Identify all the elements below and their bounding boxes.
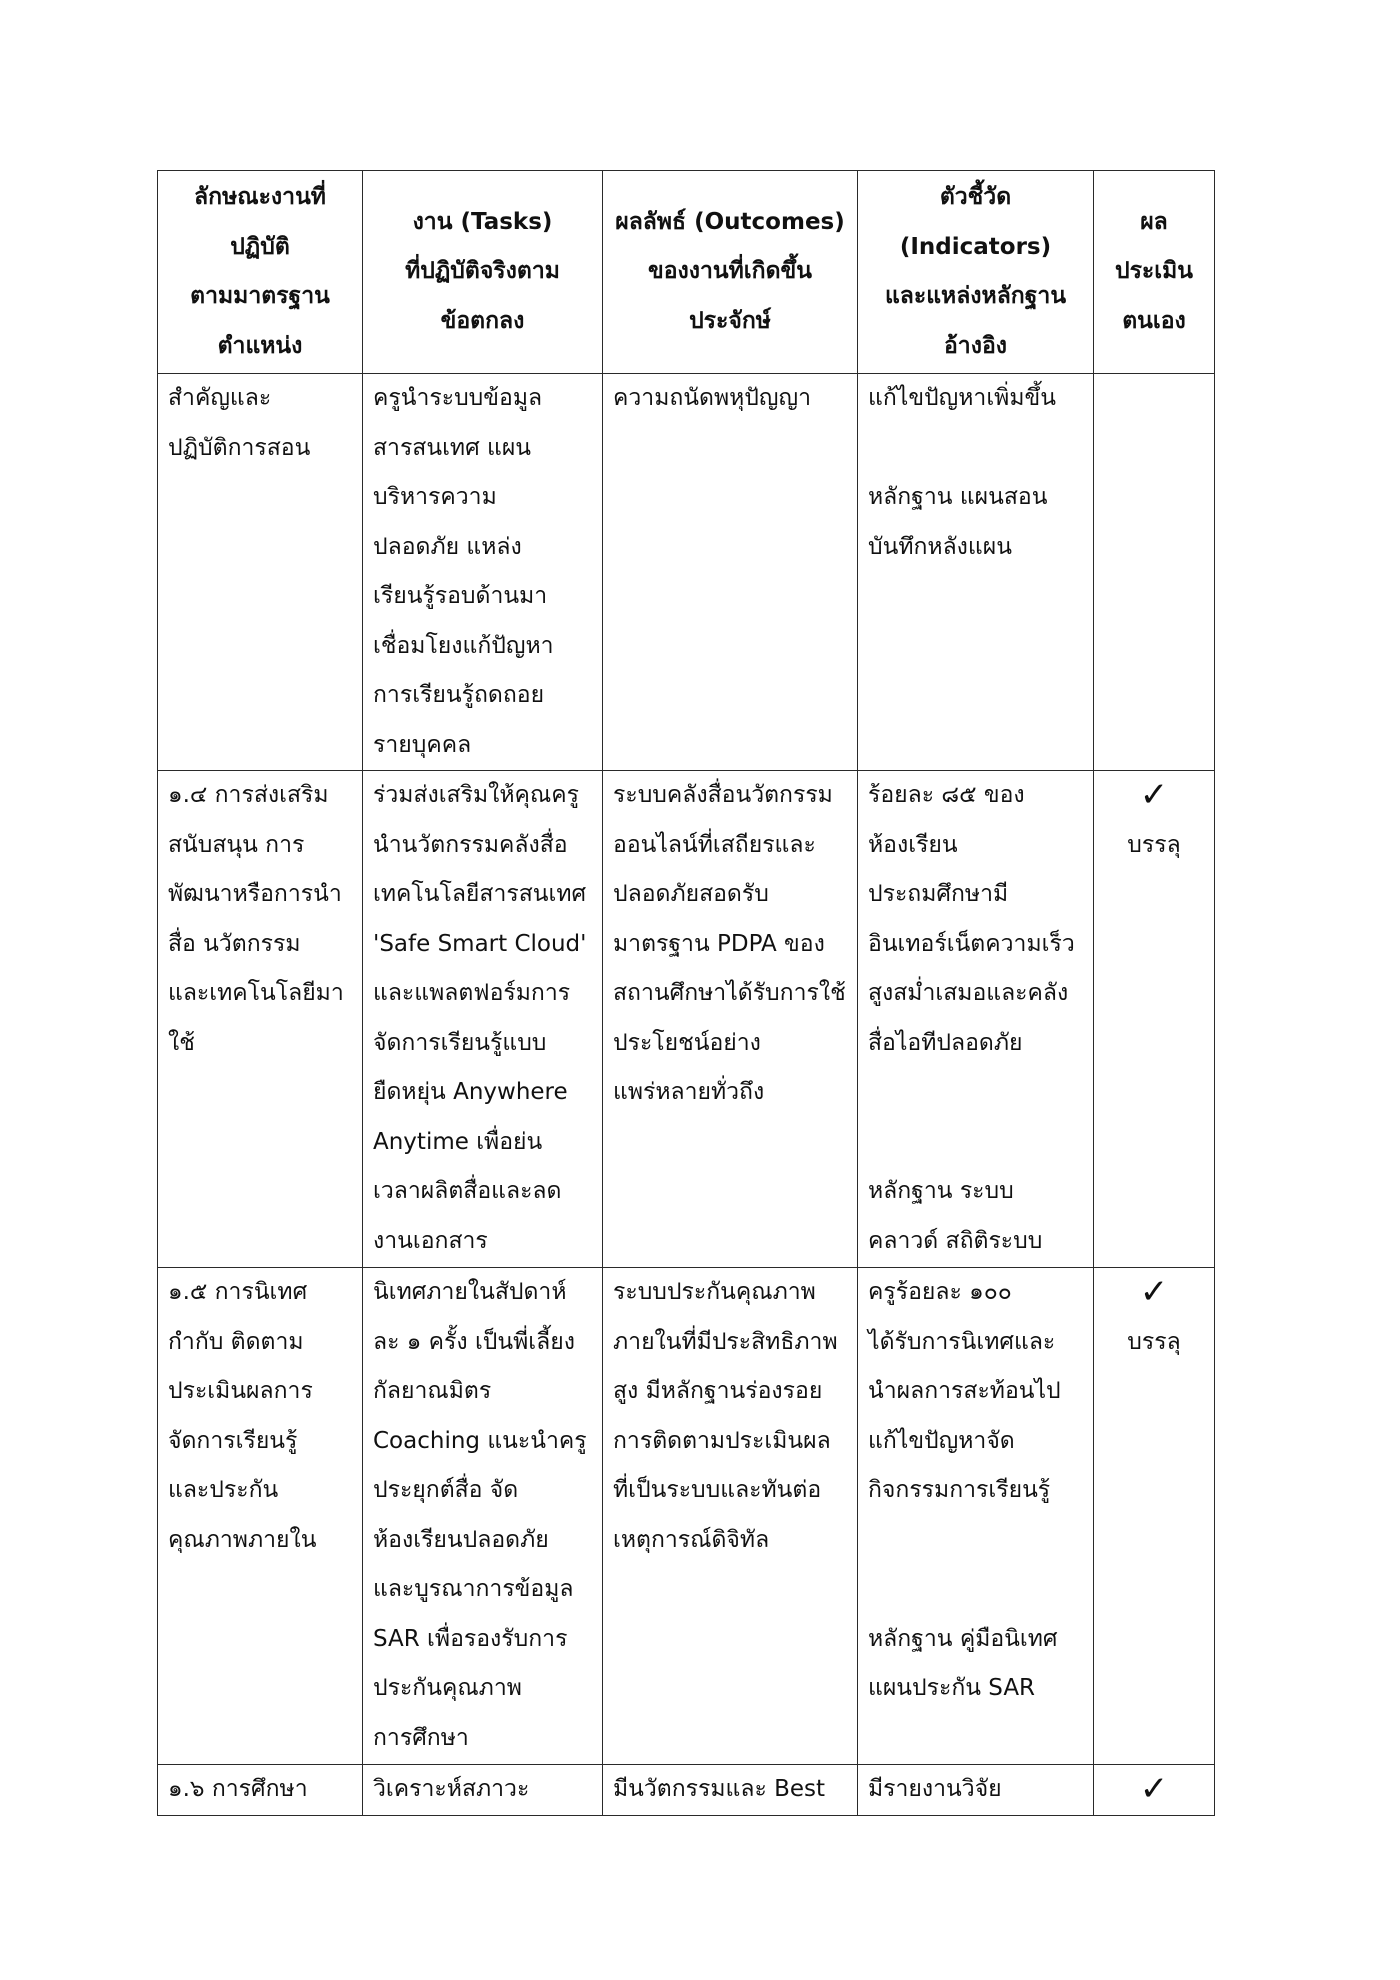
header-characteristic: ลักษณะงานที่ ปฏิบัติ ตามมาตรฐาน ตำแหน่ง <box>158 171 363 374</box>
task-line: สารสนเทศ แผน <box>373 434 532 461</box>
checkmark-icon: ✓ <box>1139 775 1169 815</box>
indicators-cell <box>858 374 1094 771</box>
characteristic-line: กำกับ ติดตาม <box>168 1328 304 1355</box>
task-line: กัลยาณมิตร <box>373 1378 492 1404</box>
outcomes-cell <box>603 374 858 771</box>
characteristic-line: สนับสนุน การ <box>168 831 305 858</box>
characteristic-line: ๑.๖ การศึกษา <box>168 1776 308 1802</box>
characteristic-line: ใช้ <box>168 1029 195 1056</box>
characteristic-line: จัดการเรียนรู้ <box>168 1427 298 1454</box>
indicator-line: ประถมศึกษามี <box>868 881 1009 907</box>
table-row <box>158 771 1215 1268</box>
task-line: ยืดหยุ่น Anywhere <box>373 1079 568 1105</box>
task-line: และแพลตฟอร์มการ <box>373 980 571 1006</box>
characteristic-line: สำคัญและ <box>168 385 272 411</box>
indicator-line: ร้อยละ ๘๕ ของ <box>868 782 1025 808</box>
evidence-line: หลักฐาน ระบบ <box>868 1178 1014 1204</box>
result-label: บรรลุ <box>1127 1328 1181 1355</box>
task-line: ครูนำระบบข้อมูล <box>373 385 543 411</box>
characteristic-cell <box>158 1765 363 1816</box>
self-evaluation-cell <box>1094 771 1215 1268</box>
characteristic-line: และเทคโนโลยีมา <box>168 980 344 1006</box>
outcome-line: ปลอดภัยสอดรับ <box>613 881 769 907</box>
outcomes-cell <box>603 771 858 1268</box>
task-line: SAR เพื่อรองรับการ <box>373 1625 568 1652</box>
characteristic-cell <box>158 771 363 1268</box>
indicator-line: สูงสม่ำเสมอและคลัง <box>868 980 1069 1006</box>
performance-agreement-table <box>157 170 1215 1816</box>
self-evaluation-cell <box>1094 374 1215 771</box>
characteristic-line: คุณภาพภายใน <box>168 1526 317 1553</box>
table-row <box>158 374 1215 771</box>
evidence-line: แผนประกัน SAR <box>868 1675 1036 1701</box>
outcome-line: การติดตามประเมินผล <box>613 1427 831 1454</box>
task-line: 'Safe Smart Cloud' <box>373 930 587 957</box>
task-line: ละ ๑ ครั้ง เป็นพี่เลี้ยง <box>373 1328 575 1355</box>
task-line: Anytime เพื่อย่น <box>373 1128 543 1155</box>
characteristic-line: ปฏิบัติการสอน <box>168 434 311 461</box>
table-row <box>158 1765 1215 1816</box>
task-line: รายบุคคล <box>373 731 472 758</box>
indicator-gap <box>868 1516 1083 1566</box>
indicators-cell <box>858 771 1094 1268</box>
indicator-line: สื่อไอทีปลอดภัย <box>868 1029 1023 1056</box>
task-line: เชื่อมโยงแก้ปัญหา <box>373 632 554 659</box>
task-line: และบูรณาการข้อมูล <box>373 1576 574 1602</box>
indicator-gap <box>868 1068 1083 1118</box>
indicator-gap <box>868 424 1083 474</box>
header-tasks: งาน (Tasks) ที่ปฏิบัติจริงตาม ข้อตกลง <box>363 171 603 374</box>
task-line: ประกันคุณภาพ <box>373 1675 522 1701</box>
task-line: ปลอดภัย แหล่ง <box>373 533 522 560</box>
outcomes-cell <box>603 1268 858 1765</box>
task-line: งานเอกสาร <box>373 1227 488 1254</box>
self-evaluation-cell <box>1094 1765 1215 1816</box>
tasks-cell <box>363 374 603 771</box>
task-line: การศึกษา <box>373 1724 469 1751</box>
tasks-cell <box>363 1765 603 1816</box>
characteristic-cell <box>158 374 363 771</box>
indicator-gap <box>868 1565 1083 1615</box>
indicators-cell <box>858 1765 1094 1816</box>
characteristic-cell <box>158 1268 363 1765</box>
characteristic-line: ๑.๕ การนิเทศ <box>168 1279 308 1305</box>
indicator-line: แก้ไขปัญหาเพิ่มขึ้น <box>868 385 1056 411</box>
task-line: ห้องเรียนปลอดภัย <box>373 1526 549 1553</box>
table-body <box>158 374 1215 1816</box>
self-evaluation-cell <box>1094 1268 1215 1765</box>
tasks-cell <box>363 771 603 1268</box>
task-line: เรียนรู้รอบด้านมา <box>373 583 548 609</box>
indicator-line: ได้รับการนิเทศและ <box>868 1328 1056 1355</box>
checkmark-icon: ✓ <box>1139 1272 1169 1312</box>
outcome-line: มาตรฐาน PDPA ของ <box>613 930 825 957</box>
outcome-line: สูง มีหลักฐานร่องรอย <box>613 1378 823 1404</box>
task-line: ร่วมส่งเสริมให้คุณครู <box>373 782 579 808</box>
characteristic-line: และประกัน <box>168 1477 279 1503</box>
outcome-line: เหตุการณ์ดิจิทัล <box>613 1526 770 1553</box>
tasks-cell <box>363 1268 603 1765</box>
table-row <box>158 1268 1215 1765</box>
indicators-cell <box>858 1268 1094 1765</box>
task-line: วิเคราะห์สภาวะ <box>373 1776 530 1802</box>
header-indicators: ตัวชี้วัด (Indicators) และแหล่งหลักฐาน อ้างอิง <box>858 171 1094 374</box>
header-self-evaluation: ผล ประเมิน ตนเอง <box>1094 171 1215 374</box>
outcome-line: ระบบคลังสื่อนวัตกรรม <box>613 782 833 808</box>
task-line: นิเทศภายในสัปดาห์ <box>373 1279 567 1305</box>
outcome-line: ภายในที่มีประสิทธิภาพ <box>613 1328 838 1355</box>
outcome-line: ที่เป็นระบบและทันต่อ <box>613 1477 822 1503</box>
outcomes-cell <box>603 1765 858 1816</box>
characteristic-line: ประเมินผลการ <box>168 1378 313 1404</box>
task-line: นำนวัตกรรมคลังสื่อ <box>373 831 568 858</box>
evidence-line: หลักฐาน แผนสอน <box>868 484 1048 510</box>
result-label: บรรลุ <box>1127 831 1181 858</box>
outcome-line: ความถนัดพหุปัญญา <box>613 385 811 411</box>
outcome-line: ระบบประกันคุณภาพ <box>613 1279 816 1305</box>
outcome-line: ออนไลน์ที่เสถียรและ <box>613 831 816 858</box>
task-line: การเรียนรู้ถดถอย <box>373 682 545 708</box>
table-header <box>158 171 1215 374</box>
task-line: เทคโนโลยีสารสนเทศ <box>373 881 587 907</box>
task-line: จัดการเรียนรู้แบบ <box>373 1029 547 1056</box>
indicator-line: ครูร้อยละ ๑๐๐ <box>868 1279 1012 1305</box>
characteristic-line: สื่อ นวัตกรรม <box>168 930 301 957</box>
indicator-line: ห้องเรียน <box>868 831 958 858</box>
indicator-line: นำผลการสะท้อนไป <box>868 1378 1061 1404</box>
indicator-line: มีรายงานวิจัย <box>868 1776 1002 1802</box>
outcome-line: มีนวัตกรรมและ Best <box>613 1776 826 1802</box>
checkmark-icon: ✓ <box>1139 1769 1169 1809</box>
outcome-line: สถานศึกษาได้รับการใช้ <box>613 980 846 1006</box>
indicator-line: กิจกรรมการเรียนรู้ <box>868 1477 1051 1503</box>
task-line: Coaching แนะนำครู <box>373 1427 587 1454</box>
evidence-line: หลักฐาน คู่มือนิเทศ <box>868 1625 1058 1652</box>
task-line: บริหารความ <box>373 484 497 510</box>
outcome-line: ประโยชน์อย่าง <box>613 1029 761 1056</box>
indicator-line: อินเทอร์เน็ตความเร็ว <box>868 930 1075 957</box>
indicator-gap <box>868 1118 1083 1168</box>
outcome-line: แพร่หลายทั่วถึง <box>613 1079 765 1105</box>
evidence-line: บันทึกหลังแผน <box>868 533 1012 560</box>
characteristic-line: ๑.๔ การส่งเสริม <box>168 782 329 808</box>
task-line: เวลาผลิตสื่อและลด <box>373 1178 562 1204</box>
header-outcomes: ผลลัพธ์ (Outcomes) ของงานที่เกิดขึ้น ประจักษ์ <box>603 171 858 374</box>
evidence-line: คลาวด์ สถิติระบบ <box>868 1227 1043 1254</box>
characteristic-line: พัฒนาหรือการนำ <box>168 881 342 907</box>
task-line: ประยุกต์สื่อ จัด <box>373 1477 519 1503</box>
indicator-line: แก้ไขปัญหาจัด <box>868 1427 1015 1454</box>
